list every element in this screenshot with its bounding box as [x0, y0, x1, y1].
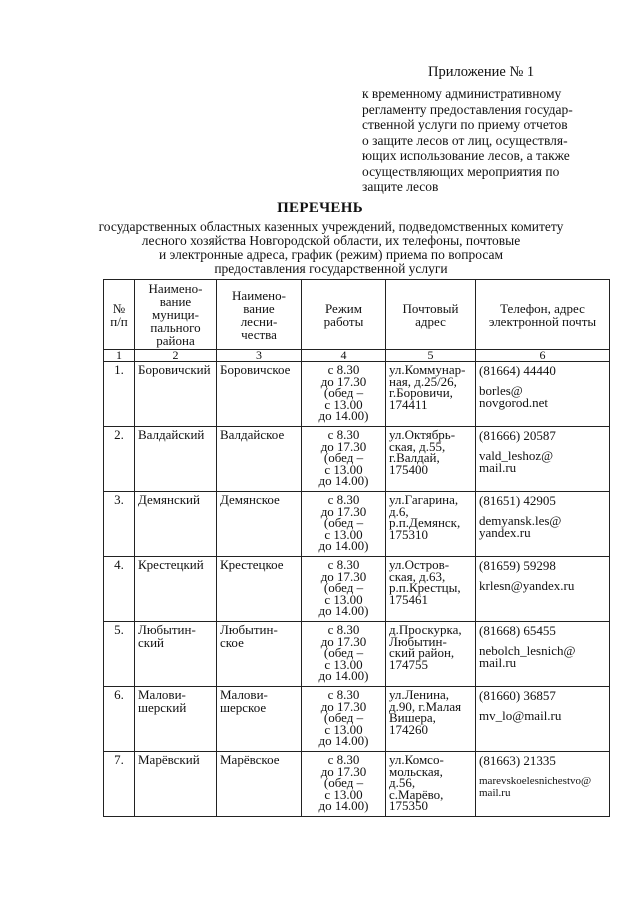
contact-cell	[476, 427, 610, 492]
email-address: borles@ novgorod.net	[479, 383, 548, 410]
postal-address: ул.Октябрь- ская, д.55, г.Валдай, 175400	[386, 427, 476, 492]
work-mode: с 8.30 до 17.30 (обед – с 13.00 до 14.00)	[302, 687, 386, 752]
district-name: Марёвский	[135, 752, 217, 817]
district-name: Малови- шерский	[135, 687, 217, 752]
email-address: mv_lo@mail.ru	[479, 708, 562, 723]
district-name: Валдайский	[135, 427, 217, 492]
email-address: nebolch_lesnich@ mail.ru	[479, 643, 576, 670]
header-number: № п/п	[104, 280, 135, 350]
email-address: vald_leshoz@ mail.ru	[479, 448, 554, 475]
work-mode: с 8.30 до 17.30 (обед – с 13.00 до 14.00)	[302, 752, 386, 817]
column-number: 1	[104, 350, 135, 362]
work-mode: с 8.30 до 17.30 (обед – с 13.00 до 14.00)	[302, 492, 386, 557]
header-forestry: Наимено- вание лесни- чества	[217, 280, 302, 350]
phone-number: (81664) 44440	[479, 363, 556, 378]
forestry-name: Малови- шерское	[217, 687, 302, 752]
header-district: Наимено- вание муници- пального района	[135, 280, 217, 350]
contact-cell	[476, 622, 610, 687]
forestry-table	[103, 279, 610, 817]
column-number: 2	[135, 350, 217, 362]
forestry-name: Валдайское	[217, 427, 302, 492]
contact-cell	[476, 687, 610, 752]
header-work-mode: Режим работы	[302, 280, 386, 350]
contact-cell	[476, 362, 610, 427]
row-number: 7.	[104, 752, 135, 817]
document-subtitle: государственных областных казенных учреждений, подведомственных комитету лесного хозяйства Новгородской области, их телефоны, почтовые и электронные адреса, график (режим) приема по вопросам предоставления государственной услуги	[98, 219, 564, 276]
forestry-name: Любытин- ское	[217, 622, 302, 687]
table-row	[104, 427, 610, 492]
row-number: 1.	[104, 362, 135, 427]
column-number-row	[104, 350, 610, 362]
email-address: krlesn@yandex.ru	[479, 578, 575, 593]
postal-address: ул.Ленина, д.90, г.Малая Вишера, 174260	[386, 687, 476, 752]
row-number: 3.	[104, 492, 135, 557]
postal-address: ул.Комсо- мольская, д.56, с.Марёво, 175350	[386, 752, 476, 817]
forestry-name: Боровичское	[217, 362, 302, 427]
work-mode: с 8.30 до 17.30 (обед – с 13.00 до 14.00)	[302, 362, 386, 427]
district-name: Боровичский	[135, 362, 217, 427]
work-mode: с 8.30 до 17.30 (обед – с 13.00 до 14.00)	[302, 557, 386, 622]
column-number: 4	[302, 350, 386, 362]
row-number: 6.	[104, 687, 135, 752]
phone-number: (81666) 20587	[479, 428, 556, 443]
table-header-row	[104, 280, 610, 350]
postal-address: д.Проскурка, Любытин- ский район, 174755	[386, 622, 476, 687]
table-row	[104, 557, 610, 622]
email-address: marevskoelesnichestvo@ mail.ru	[479, 775, 592, 799]
row-number: 2.	[104, 427, 135, 492]
annex-title: Приложение № 1	[428, 64, 535, 80]
document-heading: ПЕРЕЧЕНЬ	[277, 200, 363, 216]
column-number: 5	[386, 350, 476, 362]
postal-address: ул.Гагарина, д.6, р.п.Демянск, 175310	[386, 492, 476, 557]
header-contacts: Телефон, адрес электронной почты	[476, 280, 610, 350]
table-row	[104, 362, 610, 427]
postal-address: ул.Остров- ская, д.63, р.п.Крестцы, 175461	[386, 557, 476, 622]
row-number: 4.	[104, 557, 135, 622]
contact-cell	[476, 557, 610, 622]
postal-address: ул.Коммунар- ная, д.25/26, г.Боровичи, 174411	[386, 362, 476, 427]
work-mode: с 8.30 до 17.30 (обед – с 13.00 до 14.00)	[302, 427, 386, 492]
contact-cell	[476, 752, 610, 817]
header-postal-address: Почтовый адрес	[386, 280, 476, 350]
forestry-name: Демянское	[217, 492, 302, 557]
forestry-name: Крестецкое	[217, 557, 302, 622]
phone-number: (81659) 59298	[479, 558, 556, 573]
phone-number: (81651) 42905	[479, 493, 556, 508]
email-address: demyansk.les@ yandex.ru	[479, 513, 562, 540]
district-name: Любытин- ский	[135, 622, 217, 687]
annex-description: к временному административному регламенту предоставления государ- ственной услуги по приему отчетов о защите лесов от лиц, осуществля- ющих использование лесов, а также осуществляющих мероприятия по защите лесов	[362, 86, 573, 194]
phone-number: (81663) 21335	[479, 753, 556, 768]
district-name: Крестецкий	[135, 557, 217, 622]
table-row	[104, 492, 610, 557]
phone-number: (81660) 36857	[479, 688, 556, 703]
forestry-name: Марёвское	[217, 752, 302, 817]
contact-cell	[476, 492, 610, 557]
table-row	[104, 622, 610, 687]
table-row	[104, 752, 610, 817]
phone-number: (81668) 65455	[479, 623, 556, 638]
table-row	[104, 687, 610, 752]
row-number: 5.	[104, 622, 135, 687]
district-name: Демянский	[135, 492, 217, 557]
work-mode: с 8.30 до 17.30 (обед – с 13.00 до 14.00)	[302, 622, 386, 687]
column-number: 6	[476, 350, 610, 362]
column-number: 3	[217, 350, 302, 362]
